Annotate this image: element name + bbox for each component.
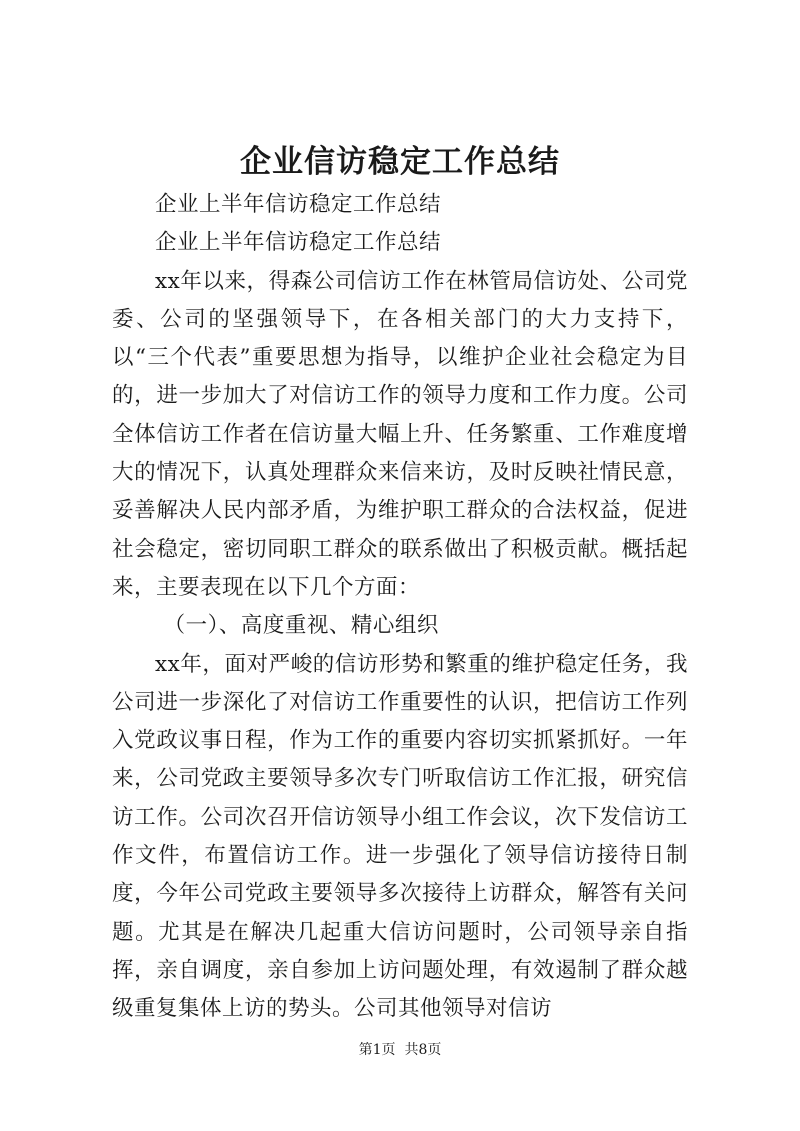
subtitle-paragraph: 企业上半年信访稳定工作总结 [155, 192, 442, 217]
body-paragraph: xx年，面对严峻的信访形势和繁重的维护稳定任务，我公司进一步深化了对信访工作重要性的认识，把信访工作列入党政议事日程，作为工作的重要内容切实抓紧抓好。一年来，公司党政主要领导多次专门听取信访工作汇报，研究信访工作。公司次召开信访领导小组工作会议，次下发信访工作文件，布置信访工作。进一步强化了领导信访接待日制度，今年公司党政主要领导多次接待上访群众，解答有关问题。尤其是在解决几起重大信访问题时，公司领导亲自指挥，亲自调度，亲自参加上访问题处理，有效遏制了群众越级重复集体上访的势头。公司其他领导对信访 [112, 651, 688, 1022]
page-footer [0, 1040, 800, 1060]
section-heading: （一）、高度重视、精心组织 [163, 613, 439, 639]
intro-paragraph: xx年以来，得森公司信访工作在林管局信访处、公司党委、公司的坚强领导下，在各相关部门的大力支持下，以“三个代表”重要思想为指导，以维护企业社会稳定为目的，进一步加大了对信访工作的领导力度和工作力度。公司全体信访工作者在信访量大幅上升、任务繁重、工作难度增大的情况下，认真处理群众来信来访，及时反映社情民意，妥善解决人民内部矛盾，为维护职工群众的合法权益，促进社会稳定，密切同职工群众的联系做出了积极贡献。概括起来，主要表现在以下几个方面： [112, 268, 688, 600]
page-number: 第1页 [358, 1042, 396, 1058]
subtitle-paragraph-repeat: 企业上半年信访稳定工作总结 [155, 230, 442, 256]
page-total: 共8页 [404, 1042, 442, 1058]
document-body [112, 186, 688, 1029]
page-title: 企业信访稳定工作总结 [240, 144, 560, 180]
